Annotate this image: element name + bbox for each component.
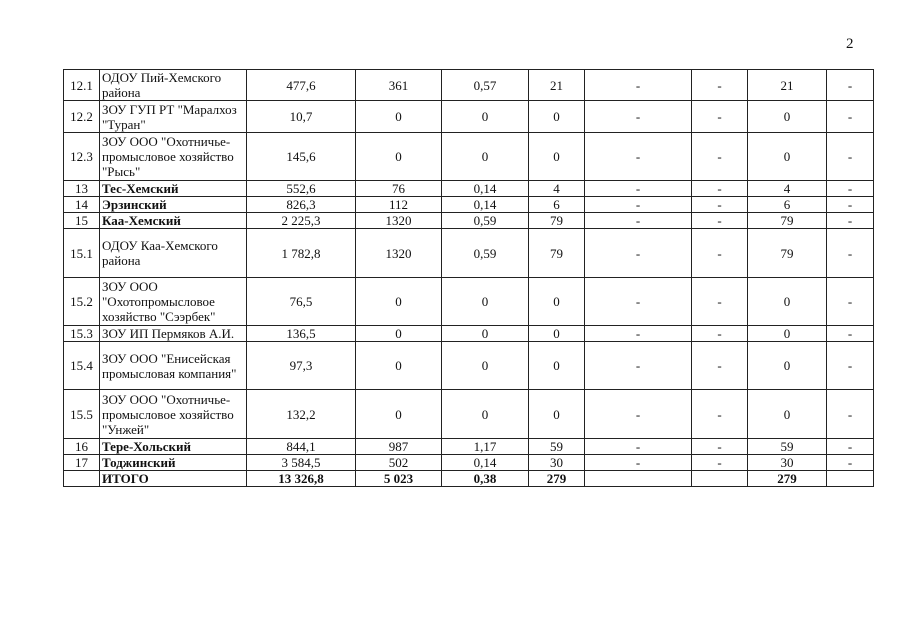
cell-col2: 987: [356, 439, 442, 455]
cell-col7: 0: [748, 390, 827, 439]
cell-col4: 4: [529, 181, 585, 197]
cell-col5: -: [585, 342, 692, 390]
cell-col5: -: [585, 278, 692, 326]
row-number: 15.2: [64, 278, 100, 326]
cell-area: 1 782,8: [247, 229, 356, 278]
cell-col6: -: [692, 101, 748, 133]
total-cell-col7: 279: [748, 471, 827, 487]
cell-col8: -: [827, 197, 874, 213]
cell-col3: 0,14: [442, 197, 529, 213]
cell-col8: -: [827, 342, 874, 390]
cell-col3: 0: [442, 101, 529, 133]
total-cell-col4: 279: [529, 471, 585, 487]
row-number: 15.3: [64, 326, 100, 342]
table-row: [64, 197, 874, 213]
row-name: Тере-Хольский: [100, 439, 247, 455]
cell-col8: -: [827, 326, 874, 342]
cell-col8: -: [827, 229, 874, 278]
cell-area: 2 225,3: [247, 213, 356, 229]
cell-col6: -: [692, 197, 748, 213]
cell-col7: 0: [748, 133, 827, 181]
row-name: ЗОУ ООО "Охотничье-промысловое хозяйство "Унжей": [100, 390, 247, 439]
cell-col2: 0: [356, 326, 442, 342]
row-number: 15.5: [64, 390, 100, 439]
cell-area: 136,5: [247, 326, 356, 342]
cell-col5: -: [585, 390, 692, 439]
cell-col2: 361: [356, 70, 442, 101]
cell-area: 10,7: [247, 101, 356, 133]
table-row: [64, 342, 874, 390]
cell-col5: -: [585, 439, 692, 455]
cell-col3: 0,14: [442, 181, 529, 197]
cell-col4: 30: [529, 455, 585, 471]
cell-col2: 1320: [356, 213, 442, 229]
cell-col7: 30: [748, 455, 827, 471]
cell-col5: -: [585, 213, 692, 229]
row-number: 13: [64, 181, 100, 197]
row-name: ЗОУ ООО "Енисейская промысловая компания": [100, 342, 247, 390]
table-row: [64, 213, 874, 229]
cell-col7: 0: [748, 278, 827, 326]
table-row: [64, 133, 874, 181]
table-body: [64, 70, 874, 487]
cell-col3: 0,59: [442, 213, 529, 229]
cell-col7: 0: [748, 342, 827, 390]
table-row: [64, 101, 874, 133]
row-number: 15: [64, 213, 100, 229]
total-cell-area: 13 326,8: [247, 471, 356, 487]
cell-col5: -: [585, 181, 692, 197]
cell-area: 826,3: [247, 197, 356, 213]
cell-col7: 0: [748, 101, 827, 133]
cell-col2: 1320: [356, 229, 442, 278]
cell-col4: 0: [529, 326, 585, 342]
row-number: 12.2: [64, 101, 100, 133]
cell-col8: -: [827, 390, 874, 439]
cell-col3: 0: [442, 390, 529, 439]
table-row: [64, 229, 874, 278]
cell-col7: 59: [748, 439, 827, 455]
cell-col8: -: [827, 133, 874, 181]
total-cell-col2: 5 023: [356, 471, 442, 487]
cell-area: 97,3: [247, 342, 356, 390]
cell-col6: -: [692, 133, 748, 181]
cell-col2: 0: [356, 390, 442, 439]
cell-col6: -: [692, 213, 748, 229]
cell-col6: -: [692, 390, 748, 439]
cell-col4: 0: [529, 101, 585, 133]
cell-col8: -: [827, 455, 874, 471]
row-number: 16: [64, 439, 100, 455]
total-cell-col6: [692, 471, 748, 487]
cell-area: 477,6: [247, 70, 356, 101]
cell-col6: -: [692, 70, 748, 101]
table-row: [64, 70, 874, 101]
cell-col3: 0,57: [442, 70, 529, 101]
total-cell-col3: 0,38: [442, 471, 529, 487]
row-number: 12.3: [64, 133, 100, 181]
cell-col2: 0: [356, 342, 442, 390]
row-name: Каа-Хемский: [100, 213, 247, 229]
cell-col7: 79: [748, 213, 827, 229]
row-number: 15.4: [64, 342, 100, 390]
cell-area: 145,6: [247, 133, 356, 181]
table-row: [64, 181, 874, 197]
cell-col6: -: [692, 229, 748, 278]
row-name: ОДОУ Каа-Хемского района: [100, 229, 247, 278]
row-name: Эрзинский: [100, 197, 247, 213]
page-number: 2: [846, 36, 854, 52]
row-name: ОДОУ Пий-Хемского района: [100, 70, 247, 101]
cell-col4: 79: [529, 229, 585, 278]
cell-col5: -: [585, 133, 692, 181]
row-number: 14: [64, 197, 100, 213]
cell-col3: 0: [442, 342, 529, 390]
cell-col4: 59: [529, 439, 585, 455]
cell-col8: -: [827, 213, 874, 229]
cell-col3: 0: [442, 326, 529, 342]
row-name: ЗОУ ООО "Охотничье-промысловое хозяйство "Рысь": [100, 133, 247, 181]
cell-col6: -: [692, 439, 748, 455]
cell-col2: 112: [356, 197, 442, 213]
cell-col8: -: [827, 70, 874, 101]
cell-col3: 0: [442, 133, 529, 181]
cell-col3: 0,59: [442, 229, 529, 278]
table-row: [64, 439, 874, 455]
row-name: ЗОУ ООО "Охотопромысловое хозяйство "Сээрбек": [100, 278, 247, 326]
cell-col5: -: [585, 101, 692, 133]
row-number: 17: [64, 455, 100, 471]
cell-col7: 4: [748, 181, 827, 197]
cell-col2: 0: [356, 101, 442, 133]
cell-col6: -: [692, 455, 748, 471]
row-number: 15.1: [64, 229, 100, 278]
cell-col5: -: [585, 197, 692, 213]
cell-col2: 76: [356, 181, 442, 197]
cell-col2: 0: [356, 278, 442, 326]
row-number: 12.1: [64, 70, 100, 101]
cell-col4: 0: [529, 278, 585, 326]
cell-col5: -: [585, 326, 692, 342]
cell-area: 132,2: [247, 390, 356, 439]
cell-area: 3 584,5: [247, 455, 356, 471]
cell-col7: 6: [748, 197, 827, 213]
cell-col4: 0: [529, 342, 585, 390]
table-row: [64, 326, 874, 342]
cell-col5: -: [585, 455, 692, 471]
cell-col4: 79: [529, 213, 585, 229]
cell-col4: 21: [529, 70, 585, 101]
cell-col6: -: [692, 326, 748, 342]
table-row: [64, 455, 874, 471]
row-name: Тоджинский: [100, 455, 247, 471]
cell-area: 76,5: [247, 278, 356, 326]
cell-col5: -: [585, 70, 692, 101]
cell-area: 844,1: [247, 439, 356, 455]
cell-col4: 6: [529, 197, 585, 213]
table-row: [64, 390, 874, 439]
cell-col3: 0: [442, 278, 529, 326]
table-row: [64, 278, 874, 326]
cell-col8: -: [827, 278, 874, 326]
data-table: [63, 69, 874, 487]
cell-col6: -: [692, 278, 748, 326]
cell-area: 552,6: [247, 181, 356, 197]
cell-col4: 0: [529, 133, 585, 181]
cell-col5: -: [585, 229, 692, 278]
total-row: [64, 471, 874, 487]
cell-col8: -: [827, 439, 874, 455]
cell-col7: 0: [748, 326, 827, 342]
cell-col2: 502: [356, 455, 442, 471]
total-row-name: ИТОГО: [100, 471, 247, 487]
cell-col8: -: [827, 101, 874, 133]
cell-col7: 21: [748, 70, 827, 101]
row-name: Тес-Хемский: [100, 181, 247, 197]
cell-col7: 79: [748, 229, 827, 278]
cell-col8: -: [827, 181, 874, 197]
total-cell-col8: [827, 471, 874, 487]
cell-col2: 0: [356, 133, 442, 181]
cell-col3: 0,14: [442, 455, 529, 471]
cell-col3: 1,17: [442, 439, 529, 455]
row-name: ЗОУ ИП Пермяков А.И.: [100, 326, 247, 342]
row-name: ЗОУ ГУП РТ "Маралхоз "Туран": [100, 101, 247, 133]
cell-col4: 0: [529, 390, 585, 439]
total-cell-col5: [585, 471, 692, 487]
total-row-number: [64, 471, 100, 487]
cell-col6: -: [692, 342, 748, 390]
cell-col6: -: [692, 181, 748, 197]
